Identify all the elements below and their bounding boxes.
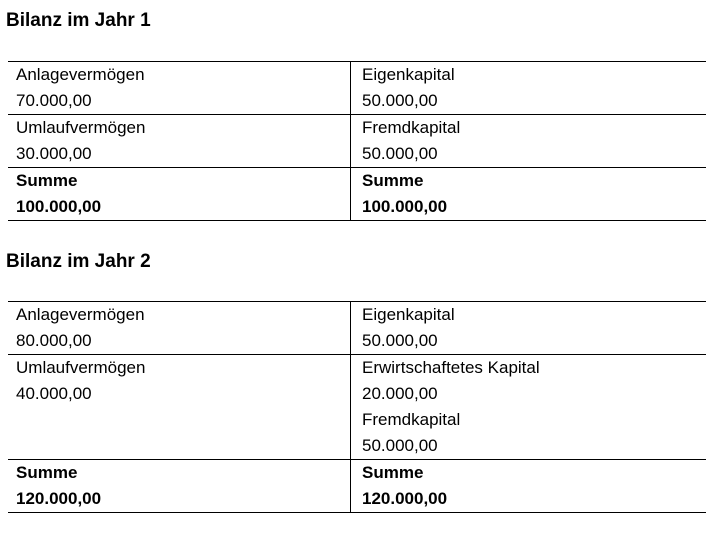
asset-label: Umlaufvermögen — [16, 118, 146, 137]
liability-label: Fremdkapital — [362, 118, 461, 137]
sum-value: 100.000,00 — [362, 197, 448, 216]
table-row — [8, 302, 706, 355]
assets-sum-cell — [8, 168, 351, 221]
sum-value: 100.000,00 — [16, 197, 102, 216]
sum-row — [8, 460, 706, 513]
liability-label: Erwirtschaftetes Kapital — [362, 358, 540, 377]
liability-label: Eigenkapital — [362, 305, 455, 324]
liabilities-sum-cell — [351, 168, 707, 221]
assets-cell — [8, 302, 351, 355]
sum-value: 120.000,00 — [362, 489, 448, 508]
sum-label: Summe — [362, 171, 424, 190]
liabilities-cell — [351, 62, 707, 115]
sum-value: 120.000,00 — [16, 489, 102, 508]
assets-cell — [8, 355, 351, 408]
asset-value: 70.000,00 — [16, 91, 92, 110]
assets-cell — [8, 115, 351, 168]
asset-value: 40.000,00 — [16, 384, 92, 403]
liability-value: 50.000,00 — [362, 91, 438, 110]
sum-row — [8, 168, 706, 221]
balance-table-year-1 — [8, 61, 706, 221]
liabilities-sum-cell — [351, 460, 707, 513]
table-row — [8, 62, 706, 115]
asset-label: Umlaufvermögen — [16, 358, 146, 377]
liabilities-cell — [351, 355, 707, 408]
liabilities-cell — [351, 115, 707, 168]
liability-value: 20.000,00 — [362, 384, 438, 403]
sum-label: Summe — [16, 171, 78, 190]
liabilities-cell — [351, 407, 707, 460]
table-row — [8, 115, 706, 168]
liability-value: 50.000,00 — [362, 144, 438, 163]
assets-sum-cell — [8, 460, 351, 513]
liability-value: 50.000,00 — [362, 331, 438, 350]
liability-label: Eigenkapital — [362, 65, 455, 84]
liability-label: Fremdkapital — [362, 410, 461, 429]
asset-label — [16, 407, 350, 433]
balance-year-2-title: Bilanz im Jahr 2 — [6, 251, 151, 272]
sum-label: Summe — [16, 463, 78, 482]
assets-cell — [8, 407, 351, 460]
balance-year-1-title: Bilanz im Jahr 1 — [6, 10, 151, 31]
asset-value: 30.000,00 — [16, 144, 92, 163]
balance-table-year-2 — [8, 301, 706, 513]
liability-value: 50.000,00 — [362, 436, 438, 455]
asset-value — [16, 433, 350, 459]
liabilities-cell — [351, 302, 707, 355]
asset-label: Anlagevermögen — [16, 305, 145, 324]
table-row — [8, 355, 706, 408]
asset-value: 80.000,00 — [16, 331, 92, 350]
assets-cell — [8, 62, 351, 115]
asset-label: Anlagevermögen — [16, 65, 145, 84]
sum-label: Summe — [362, 463, 424, 482]
table-row — [8, 407, 706, 460]
